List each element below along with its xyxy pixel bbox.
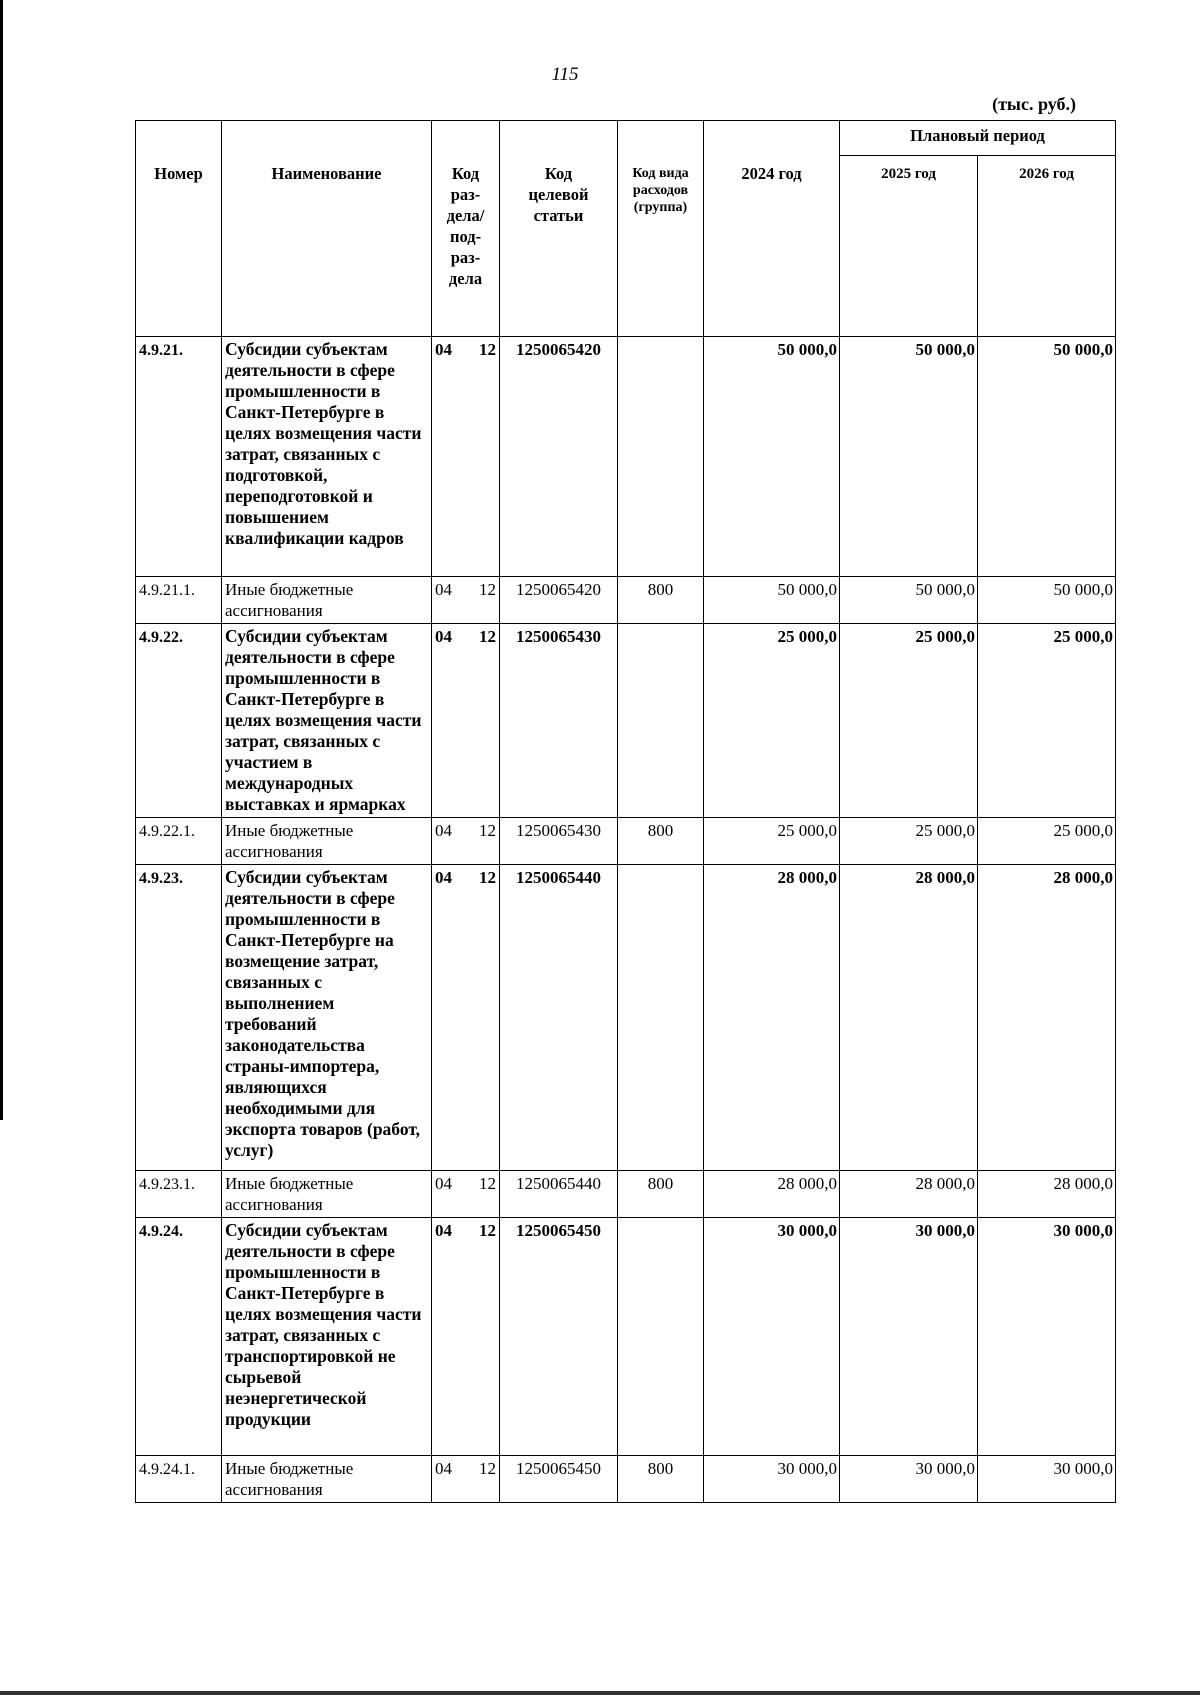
row-section-code: 04	[435, 340, 452, 359]
row-expense-type	[618, 1218, 704, 1456]
row-value-2025: 50 000,0	[840, 577, 978, 624]
row-name: Субсидии субъектам деятельности в сфере промышленности в Санкт-Петербурге на возмещение затрат, связанных с выполнением требований законодательства страны-импортера, являющихся необходимыми для экспорта товаров (работ, услуг)	[222, 865, 432, 1171]
row-value-2025: 25 000,0	[840, 624, 978, 818]
units-label: (тыс. руб.)	[992, 94, 1076, 114]
row-subsection-code: 12	[479, 580, 496, 599]
row-expense-type: 800	[618, 1456, 704, 1503]
row-subsection-code: 12	[479, 1221, 496, 1240]
row-section	[432, 1218, 500, 1456]
row-name: Иные бюджетные ассигнования	[222, 577, 432, 624]
header-name: Наименование	[222, 121, 432, 337]
row-subsection-code: 12	[479, 1459, 496, 1478]
table-row	[136, 865, 1116, 1171]
row-number: 4.9.21.	[136, 337, 222, 577]
header-2026: 2026 год	[978, 156, 1116, 337]
row-value-2024: 30 000,0	[704, 1456, 840, 1503]
row-value-2025: 25 000,0	[840, 818, 978, 865]
row-number: 4.9.23.	[136, 865, 222, 1171]
row-section-code: 04	[435, 1221, 452, 1240]
row-target: 1250065430	[500, 818, 618, 865]
row-expense-type: 800	[618, 1171, 704, 1218]
header-2025: 2025 год	[840, 156, 978, 337]
row-name: Субсидии субъектам деятельности в сфере промышленности в Санкт-Петербурге в целях возмещения части затрат, связанных с участием в международных выставках и ярмарках	[222, 624, 432, 818]
row-section-code: 04	[435, 627, 452, 646]
row-number: 4.9.24.	[136, 1218, 222, 1456]
row-value-2024: 28 000,0	[704, 865, 840, 1171]
row-number: 4.9.23.1.	[136, 1171, 222, 1218]
table-row	[136, 337, 1116, 577]
row-value-2025: 28 000,0	[840, 1171, 978, 1218]
row-value-2025: 30 000,0	[840, 1456, 978, 1503]
row-target: 1250065420	[500, 337, 618, 577]
row-subsection-code: 12	[479, 627, 496, 646]
row-number: 4.9.22.	[136, 624, 222, 818]
row-section-code: 04	[435, 580, 452, 599]
row-section	[432, 624, 500, 818]
table-row	[136, 1171, 1116, 1218]
row-number: 4.9.24.1.	[136, 1456, 222, 1503]
header-section: Код раз- дела/ под- раз- дела	[432, 121, 500, 337]
row-value-2025: 30 000,0	[840, 1218, 978, 1456]
row-value-2024: 50 000,0	[704, 337, 840, 577]
scan-bottom-edge	[0, 1691, 1200, 1695]
row-section-code: 04	[435, 868, 452, 887]
row-expense-type: 800	[618, 818, 704, 865]
table-body	[136, 337, 1116, 1503]
row-value-2026: 25 000,0	[978, 818, 1116, 865]
row-target: 1250065440	[500, 1171, 618, 1218]
row-value-2025: 28 000,0	[840, 865, 978, 1171]
row-section	[432, 1171, 500, 1218]
row-target: 1250065420	[500, 577, 618, 624]
row-section	[432, 1456, 500, 1503]
row-section-code: 04	[435, 821, 452, 840]
row-section-code: 04	[435, 1174, 452, 1193]
row-name: Иные бюджетные ассигнования	[222, 818, 432, 865]
row-name: Субсидии субъектам деятельности в сфере промышленности в Санкт-Петербурге в целях возмещения части затрат, связанных с подготовкой, переподготовкой и повышением квалификации кадров	[222, 337, 432, 577]
row-target: 1250065450	[500, 1218, 618, 1456]
budget-table	[135, 120, 1116, 1503]
row-section	[432, 865, 500, 1171]
page-number: 115	[551, 64, 579, 85]
header-expense-type: Код вида расходов (группа)	[618, 121, 704, 337]
row-value-2024: 25 000,0	[704, 818, 840, 865]
header-number: Номер	[136, 121, 222, 337]
row-subsection-code: 12	[479, 821, 496, 840]
row-name: Субсидии субъектам деятельности в сфере промышленности в Санкт-Петербурге в целях возмещения части затрат, связанных с транспортировкой не сырьевой неэнергетической продукции	[222, 1218, 432, 1456]
row-value-2024: 25 000,0	[704, 624, 840, 818]
row-value-2024: 50 000,0	[704, 577, 840, 624]
row-expense-type	[618, 337, 704, 577]
header-2024: 2024 год	[704, 121, 840, 337]
row-name: Иные бюджетные ассигнования	[222, 1456, 432, 1503]
table-header	[136, 121, 1116, 337]
table-row	[136, 624, 1116, 818]
row-value-2026: 30 000,0	[978, 1218, 1116, 1456]
header-planned-period: Плановый период	[840, 121, 1116, 156]
row-expense-type	[618, 624, 704, 818]
row-number: 4.9.22.1.	[136, 818, 222, 865]
row-value-2025: 50 000,0	[840, 337, 978, 577]
row-value-2026: 25 000,0	[978, 624, 1116, 818]
row-value-2026: 50 000,0	[978, 337, 1116, 577]
row-target: 1250065440	[500, 865, 618, 1171]
table-row	[136, 1218, 1116, 1456]
row-subsection-code: 12	[479, 868, 496, 887]
row-section	[432, 577, 500, 624]
row-value-2024: 30 000,0	[704, 1218, 840, 1456]
table-row	[136, 818, 1116, 865]
row-target: 1250065430	[500, 624, 618, 818]
row-value-2026: 28 000,0	[978, 1171, 1116, 1218]
scan-edge-line	[0, 0, 3, 1120]
row-subsection-code: 12	[479, 340, 496, 359]
row-value-2026: 30 000,0	[978, 1456, 1116, 1503]
row-target: 1250065450	[500, 1456, 618, 1503]
row-name: Иные бюджетные ассигнования	[222, 1171, 432, 1218]
table-row	[136, 1456, 1116, 1503]
row-section	[432, 337, 500, 577]
row-section	[432, 818, 500, 865]
row-section-code: 04	[435, 1459, 452, 1478]
row-expense-type: 800	[618, 577, 704, 624]
row-value-2026: 28 000,0	[978, 865, 1116, 1171]
row-subsection-code: 12	[479, 1174, 496, 1193]
row-value-2026: 50 000,0	[978, 577, 1116, 624]
row-value-2024: 28 000,0	[704, 1171, 840, 1218]
row-number: 4.9.21.1.	[136, 577, 222, 624]
header-target: Код целевой статьи	[500, 121, 618, 337]
table-row	[136, 577, 1116, 624]
row-expense-type	[618, 865, 704, 1171]
